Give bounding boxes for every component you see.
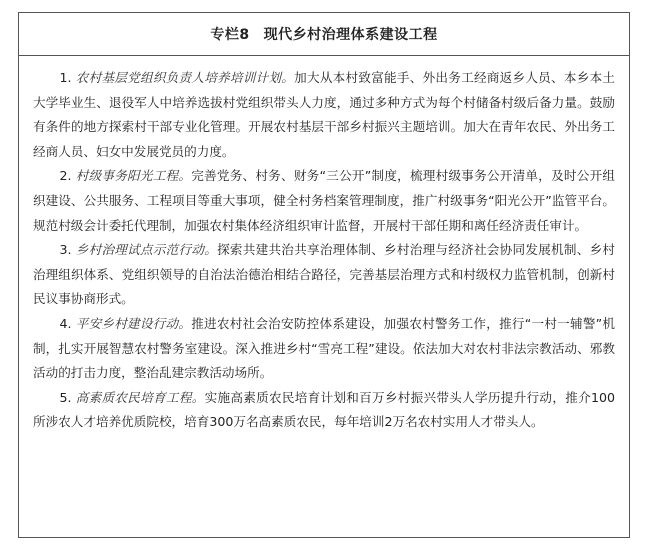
paragraph-body: 完善党务、村务、财务“三公开”制度，梳理村级事务公开清单，及时公开组织建设、公共服务、工程项目等重大事项，健全村务档案管理制度，推广村级事务“阳光公开”监管平台。规范村级会计委托代理制，加强农村集体经济组织审计监督，开展村干部任期和离任经济责任审计。	[33, 168, 615, 233]
column-label: 专栏8	[210, 27, 250, 43]
feature-box	[18, 12, 630, 538]
paragraph-body: 加大从本村致富能手、外出务工经商返乡人员、本乡本土大学毕业生、退役军人中培养选拔村党组织带头人力度，通过多种方式为每个村储备村级后备力量。鼓励有条件的地方探索村干部专业化管理。开展农村基层干部乡村振兴主题培训。加大在青年农民、外出务工经商人员、妇女中发展党员的力度。	[33, 70, 616, 159]
paragraph-heading: 村级事务阳光工程。	[75, 168, 192, 184]
box-title	[19, 13, 629, 56]
paragraph-number: 4.	[59, 315, 72, 331]
paragraph-4	[33, 312, 615, 386]
paragraph-heading: 乡村治理试点示范行动。	[75, 242, 218, 258]
column-title: 现代乡村治理体系建设工程	[263, 27, 438, 43]
paragraph-2	[33, 164, 615, 238]
paragraph-heading: 平安乡村建设行动。	[75, 315, 192, 331]
paragraph-body: 实施高素质农民培育计划和百万乡村振兴带头人学历提升行动，推介100所涉农人才培养优质院校，培育300万名高素质农民，每年培训2万名农村实用人才带头人。	[33, 389, 615, 430]
paragraph-heading: 高素质农民培育工程。	[75, 389, 205, 405]
paragraph-heading: 农村基层党组织负责人培养培训计划。	[75, 70, 295, 85]
paragraph-body: 探索共建共治共享治理体制、乡村治理与经济社会协同发展机制、乡村治理组织体系、党组织领导的自治法治德治相结合路径，完善基层治理方式和村级权力监管机制，创新村民议事协商形式。	[33, 242, 616, 307]
paragraph-1	[33, 66, 615, 164]
paragraph-3	[33, 238, 615, 312]
paragraph-5	[33, 386, 615, 435]
paragraph-number: 2.	[59, 168, 72, 184]
box-content	[19, 56, 629, 435]
paragraph-number: 1.	[59, 70, 72, 85]
paragraph-number: 3.	[59, 242, 72, 258]
paragraph-body: 推进农村社会治安防控体系建设，加强农村警务工作，推行“一村一辅警”机制，扎实开展智慧农村警务室建设。深入推进乡村“雪亮工程”建设。依法加大对农村非法宗教活动、邪教活动的打击力度，整治乱建宗教活动场所。	[33, 315, 615, 381]
paragraph-number: 5.	[59, 389, 72, 405]
